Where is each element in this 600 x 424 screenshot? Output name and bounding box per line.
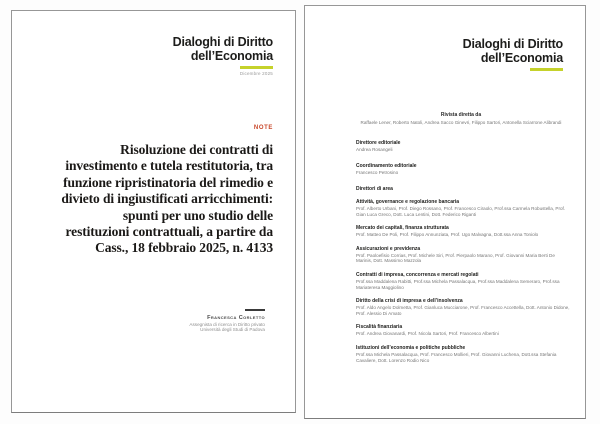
area-names: Prof.ssa Michela Passalacqua, Prof. Francesco Mollieri, Prof. Giovanni Luchena, Dott.ssa Stefania Cavaliere, Dott. Lorenzo Rodio Nico (356, 351, 557, 363)
editorial-coordination-group (356, 163, 572, 176)
journal-title-line1: Dialoghi di Diritto (462, 37, 563, 51)
area-section (356, 272, 572, 291)
editorial-coordination-label: Coordinamento editoriale (356, 162, 417, 169)
journal-title-line2: dell’Economia (480, 50, 563, 65)
journal-masthead (463, 38, 563, 71)
accent-underline (530, 68, 563, 71)
area-section (356, 225, 572, 238)
accent-underline (240, 66, 273, 69)
author-block (189, 309, 265, 333)
journal-masthead (173, 36, 273, 76)
journal-title (173, 36, 273, 63)
area-names: Prof. Andrea Giovanardi, Prof. Nicola Sartori, Prof. Francesco Albertini (356, 331, 499, 337)
area-names: Prof. Aldo Angelo Dolmetta, Prof. Gianluca Mucciarone, Prof. Francesco Accettella, Dott. Antonio Didone, Prof. Alessio Di Amato (356, 305, 570, 317)
area-names: Prof.ssa Maddalena Rabitti, Prof.ssa Michela Passalacqua, Prof.ssa Maddalena Semeraro, Prof.ssa Mariateresa Maggiolino (356, 278, 560, 290)
area-title: Diritto della crisi di impresa e dell’insolvenza (356, 298, 463, 305)
area-title: Contratti di impresa, concorrenza e mercati regolati (356, 271, 479, 278)
editorial-board-page (304, 5, 586, 419)
article-title-page (11, 10, 296, 413)
area-title: Fiscalità finanziaria (356, 324, 403, 331)
directed-by-block (349, 112, 573, 125)
area-names: Prof. Paoloefisio Corrias, Prof. Michele Siri, Prof. Pierpaolo Marano, Prof. Giovanni Maria Berti De Marinis, Dott. Massimo Mazzola (356, 252, 555, 264)
author-divider (245, 309, 265, 311)
area-section (356, 246, 572, 265)
journal-title-line2: dell’Economia (190, 48, 273, 63)
author-name: Francesca Corletto (207, 314, 265, 321)
category-label: NOTE (253, 125, 273, 131)
author-role: Assegnista di ricerca in Diritto privato (189, 321, 265, 327)
author-affiliation: Università degli Studi di Padova (200, 327, 265, 333)
area-section (356, 199, 572, 218)
editorial-director-label: Direttore editoriale (356, 140, 401, 146)
directed-by-label: Rivista diretta da (440, 112, 482, 118)
area-title: Attività, governance e regolazione bancaria (356, 198, 460, 205)
area-directors-list (356, 199, 572, 364)
area-names: Prof. Alberto Urbani, Prof. Diego Rossano, Prof. Francesco Ciraolo, Prof.ssa Carmela Robustella, Prof. Gian Luca Greco, Dott. Luca Lentini, Dott. Federico Riganti (356, 205, 566, 217)
area-title: Assicurazioni e previdenza (356, 245, 421, 252)
area-title: Mercato dei capitali, finanza strutturata (356, 225, 449, 232)
journal-title-line1: Dialoghi di Diritto (172, 35, 273, 49)
article-title: Risoluzione dei contratti di investimento e tutela restitutoria, tra funzione ripristinatoria del rimedio e divieto di ingiustificati arricchimenti: spunti per uno studio delle restituzioni contrattuali, a partire da Cass., 18 febbraio 2025, n. 4133 (61, 142, 273, 256)
issue-date: Dicembre 2025 (239, 70, 273, 76)
area-section (356, 345, 572, 364)
editorial-sections (356, 140, 572, 371)
journal-title (463, 38, 563, 65)
editorial-director-name: Andrea Rosangeli (356, 147, 393, 152)
area-title: Istituzioni dell’economia e politiche pubbliche (356, 344, 466, 351)
directed-by-names: Raffaele Lener, Roberto Natoli, Andrea Sacco Ginevri, Filippo Sartori, Antonella Sciarrone Alibrandi (360, 119, 562, 125)
editorial-director-group (356, 140, 572, 153)
area-section (356, 298, 572, 317)
editorial-coordination-name: Francesco Petrosino (356, 169, 399, 175)
area-directors-label: Direttori di area (356, 185, 393, 192)
area-section (356, 324, 572, 337)
area-names: Prof. Matteo De Poli, Prof. Filippo Annunziata, Prof. Ugo Malvagna, Dott.ssa Anna Toniolo (356, 232, 539, 238)
